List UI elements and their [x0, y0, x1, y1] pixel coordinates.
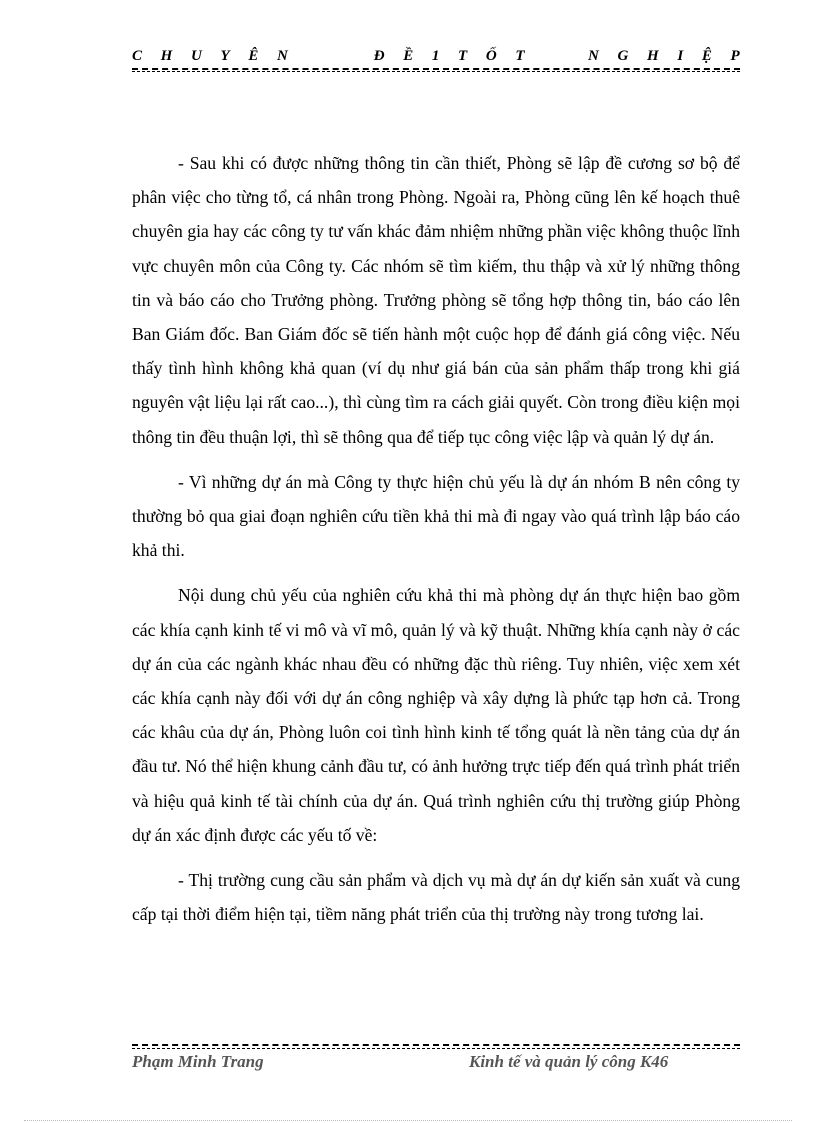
page-header [132, 48, 740, 72]
header-rule-secondary [132, 71, 740, 72]
header-gap [566, 48, 570, 65]
header-letter: Ệ [701, 48, 712, 64]
header-letter: I [677, 48, 684, 64]
footer-rule [132, 1044, 740, 1046]
footer-class: Kinh tế và quản lý công K46 [469, 1052, 669, 1071]
header-letter: Đ [373, 48, 385, 64]
header-letter: C [132, 48, 143, 64]
header-letter: Y [220, 48, 230, 64]
page-bottom-border [24, 1120, 792, 1121]
header-letter: U [191, 48, 202, 64]
paragraph: Nội dung chủ yếu của nghiên cứu khả thi mà phòng dự án thực hiện bao gồm các khía cạnh kinh tế vi mô và vĩ mô, quản lý và kỹ thuật. Những khía cạnh này ở các dự án của các ngành khác nhau đều có những đặc thù riêng. Tuy nhiên, việc xem xét các khía cạnh này đối với dự án công nghiệp và xây dựng là phức tạp hơn cả. Trong các khâu của dự án, Phòng luôn coi tình hình kinh tế tổng quát là nền tảng của dự án đầu tư. Nó thể hiện khung cảnh đầu tư, có ảnh hưởng trực tiếp đến quá trình phát triển và hiệu quả kinh tế tài chính của dự án. Quá trình nghiên cứu thị trường giúp Phòng dự án xác định được các yếu tố về: [132, 585, 740, 845]
paragraph: - Vì những dự án mà Công ty thực hiện chủ yếu là dự án nhóm B nên công ty thường bỏ qua giai đoạn nghiên cứu tiền khả thi mà đi ngay vào quá trình lập báo cáo khả thi. [132, 471, 740, 561]
header-letter: Ề [403, 48, 414, 64]
header-letter: H [160, 48, 173, 64]
document-body [132, 146, 740, 942]
footer-rule-secondary [132, 1048, 740, 1049]
header-gap [307, 48, 311, 65]
paragraph: - Sau khi có được những thông tin cần thiết, Phòng sẽ lập đề cương sơ bộ để phân việc cho từng tổ, cá nhân trong Phòng. Ngoài ra, Phòng cũng lên kế hoạch thuê chuyên gia hay các công ty tư vấn khác đảm nhiệm những phần việc không thuộc lĩnh vực chuyên môn của Công ty. Các nhóm sẽ tìm kiếm, thu thập và xử lý những thông tin và báo cáo cho Trưởng phòng. Trưởng phòng sẽ tổng hợp thông tin, báo cáo lên Ban Giám đốc. Ban Giám đốc sẽ tiến hành một cuộc họp để đánh giá công việc. Nếu thấy tình hình không khả quan (ví dụ như giá bán của sản phẩm thấp trong khi giá nguyên vật liệu lại rất cao...), thì cùng tìm ra cách giải quyết. Còn trong điều kiện mọi thông tin đều thuận lợi, thì sẽ thông qua để tiếp tục công việc lập và quản lý dự án. [132, 153, 740, 447]
header-rule [132, 68, 740, 70]
header-gap [543, 48, 547, 65]
header-title [132, 48, 740, 65]
header-letter: P [730, 48, 740, 64]
header-letter: 1 [431, 48, 440, 64]
header-letter: Ê [248, 48, 259, 64]
paragraph: - Thị trường cung cầu sản phẩm và dịch vụ mà dự án dự kiến sản xuất và cung cấp tại thời điểm hiện tại, tiềm năng phát triển của thị trường này trong tương lai. [132, 870, 740, 925]
header-letter: N [277, 48, 288, 64]
footer-author: Phạm Minh Trang [132, 1052, 264, 1071]
header-letter: N [588, 48, 599, 64]
header-gap [351, 48, 355, 65]
header-letter: G [617, 48, 629, 64]
header-letter: H [647, 48, 659, 64]
header-gap [329, 48, 333, 65]
header-letter: T [458, 48, 468, 64]
header-letter: T [515, 48, 525, 64]
header-letter: Ố [485, 48, 497, 64]
